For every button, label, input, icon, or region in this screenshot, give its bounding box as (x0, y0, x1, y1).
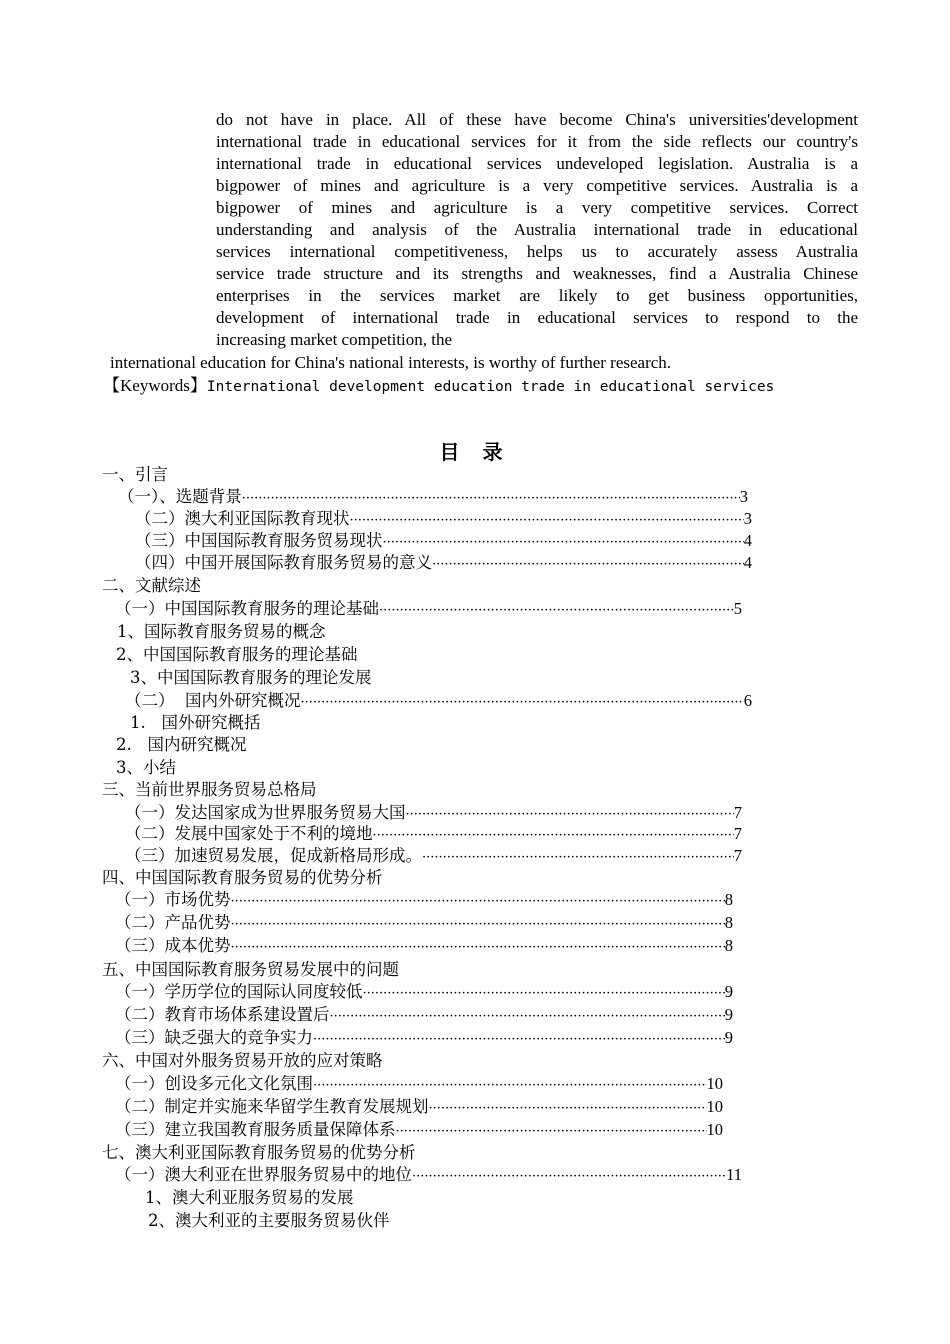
toc-dot-leader (429, 1098, 707, 1120)
abstract-line: bigpower of mines and agriculture is a very competitive services. Australia is a (216, 176, 858, 195)
toc-dot-leader (412, 1166, 726, 1188)
toc-entry[interactable] (115, 912, 733, 936)
toc-entry[interactable] (116, 734, 246, 756)
toc-entry-label: 2、澳大利亚的主要服务贸易伙伴 (148, 1211, 390, 1230)
toc-entry-label: （三）建立我国教育服务质量保障体系 (115, 1120, 396, 1139)
toc-entry-label: （二）发展中国家处于不利的境地 (125, 824, 373, 843)
toc-page-number: 3 (743, 509, 752, 528)
toc-page-number: 4 (743, 531, 752, 550)
toc-entry[interactable] (102, 575, 201, 597)
toc-entry[interactable] (115, 1096, 723, 1120)
abstract-line: development of international trade in educational services to respond to the (216, 308, 858, 327)
toc-entry-label: 1. 国外研究概括 (130, 713, 261, 732)
toc-entry[interactable] (115, 1027, 733, 1051)
toc-entry-label: 3、小结 (116, 758, 176, 777)
toc-entry-label: （一）、选题背景 (118, 487, 242, 506)
abstract-line: do not have in place. All of these have become China's universities'development (216, 110, 858, 129)
toc-entry[interactable] (115, 598, 742, 622)
toc-entry-label: （一）市场优势 (115, 890, 231, 909)
toc-page-number: 10 (706, 1074, 723, 1093)
toc-page-number: 10 (706, 1120, 723, 1139)
toc-dot-leader (422, 847, 734, 869)
toc-entry[interactable] (115, 1164, 742, 1188)
toc-entry[interactable] (135, 508, 752, 532)
toc-page-number: 8 (724, 913, 733, 932)
toc-entry-label: 2、中国国际教育服务的理论基础 (116, 645, 358, 664)
keywords-label: 【Keywords】 (103, 376, 207, 395)
toc-entry[interactable] (116, 757, 176, 779)
toc-entry-label: （四）中国开展国际教育服务贸易的意义 (135, 553, 432, 572)
abstract-line: increasing market competition, the (216, 330, 453, 349)
toc-entry[interactable] (115, 889, 733, 913)
abstract-tail: international education for China's national interests, is worthy of further research. (110, 353, 672, 372)
toc-entry-label: （一）中国国际教育服务的理论基础 (115, 599, 379, 618)
toc-entry[interactable] (145, 1187, 354, 1209)
keywords (103, 375, 774, 398)
toc-dot-leader (242, 488, 740, 510)
toc-entry[interactable] (125, 690, 752, 714)
toc-dot-leader (330, 1006, 725, 1028)
toc-entry[interactable] (115, 1073, 723, 1097)
toc-entry[interactable] (102, 1142, 416, 1164)
toc-entry-label: （三）中国国际教育服务贸易现状 (135, 531, 383, 550)
toc-entry-label: 三、当前世界服务贸易总格局 (102, 780, 317, 799)
toc-entry-label: （一）发达国家成为世界服务贸易大国 (125, 803, 406, 822)
abstract-paragraph (216, 109, 858, 351)
toc-dot-leader (432, 554, 744, 576)
keywords-text: International development education trade in educational services (206, 379, 775, 395)
toc-entry-label: 1、国际教育服务贸易的概念 (117, 622, 326, 641)
abstract-line: services international competitiveness, helps us to accurately assess Australia (216, 242, 858, 261)
toc-page-number: 7 (733, 803, 742, 822)
toc-entry[interactable] (102, 959, 399, 981)
toc-entry[interactable] (115, 1004, 733, 1028)
abstract-line: service trade structure and its strengths and weaknesses, find a Australia Chinese (216, 264, 858, 283)
toc-dot-leader (373, 825, 734, 847)
toc-entry-label: 五、中国国际教育服务贸易发展中的问题 (102, 960, 399, 979)
toc-entry-label: （二）产品优势 (115, 913, 231, 932)
toc-entry[interactable] (125, 845, 742, 869)
toc-entry-label: 3、中国国际教育服务的理论发展 (130, 668, 372, 687)
abstract-line: understanding and analysis of the Australia international trade in educational (216, 220, 858, 239)
toc-entry-label: 七、澳大利亚国际教育服务贸易的优势分析 (102, 1143, 416, 1162)
abstract-line: bigpower of mines and agriculture is a very competitive services. Correct (216, 198, 858, 217)
toc-page-number: 9 (724, 982, 733, 1001)
toc-entry[interactable] (102, 867, 383, 889)
toc-title: 目 录 (439, 440, 511, 464)
toc-entry-label: （三）加速贸易发展，促成新格局形成。 (125, 846, 422, 865)
toc-page-number: 7 (733, 824, 742, 843)
toc-entry[interactable] (115, 935, 733, 959)
toc-dot-leader (396, 1121, 707, 1143)
toc-entry[interactable] (130, 712, 260, 734)
abstract-line: enterprises in the services market are likely to get business opportunities, (216, 286, 858, 305)
toc-entry-label: 2. 国内研究概况 (116, 735, 247, 754)
toc-entry-label: （二）制定并实施来华留学生教育发展规划 (115, 1097, 429, 1116)
toc-entry[interactable] (125, 823, 742, 847)
toc-entry[interactable] (102, 779, 317, 801)
toc-entry[interactable] (117, 621, 326, 643)
toc-dot-leader (363, 983, 725, 1005)
toc-page-number: 9 (724, 1005, 733, 1024)
toc-dot-leader (301, 692, 744, 714)
toc-entry-label: 六、中国对外服务贸易开放的应对策略 (102, 1051, 383, 1070)
toc-page-number: 11 (726, 1165, 742, 1184)
toc-page-number: 8 (724, 890, 733, 909)
toc-entry[interactable] (102, 1050, 383, 1072)
toc-entry-label: （一）创设多元化文化氛围 (115, 1074, 313, 1093)
toc-page-number: 9 (724, 1028, 733, 1047)
abstract-line: international trade in educational services for it from the side reflects our country's (216, 132, 858, 151)
toc-dot-leader (350, 510, 744, 532)
toc-page-number: 6 (743, 691, 752, 710)
toc-page-number: 7 (733, 846, 742, 865)
toc-entry[interactable] (115, 981, 733, 1005)
toc-entry[interactable] (116, 644, 358, 666)
toc-entry-label: 二、文献综述 (102, 576, 201, 595)
toc-entry-label: 1、澳大利亚服务贸易的发展 (145, 1188, 354, 1207)
toc-entry-label: （三）成本优势 (115, 936, 231, 955)
toc-entry[interactable] (148, 1210, 390, 1232)
toc-entry-label: （一）学历学位的国际认同度较低 (115, 982, 363, 1001)
toc-entry-label: （一）澳大利亚在世界服务贸易中的地位 (115, 1165, 412, 1184)
toc-entry[interactable] (135, 552, 752, 576)
toc-entry[interactable] (115, 1119, 723, 1143)
toc-dot-leader (313, 1075, 707, 1097)
toc-dot-leader (231, 914, 725, 936)
toc-entry[interactable] (130, 667, 372, 689)
toc-dot-leader (383, 532, 744, 554)
toc-page-number: 8 (724, 936, 733, 955)
toc-entry-label: （三）缺乏强大的竞争实力 (115, 1028, 313, 1047)
toc-page-number: 5 (733, 599, 742, 618)
toc-dot-leader (379, 600, 734, 622)
toc-dot-leader (231, 937, 725, 959)
abstract-line: international trade in educational services undeveloped legislation. Australia is a (216, 154, 858, 173)
toc-entry-label: （二） 国内外研究概况 (125, 691, 301, 710)
toc-page-number: 10 (706, 1097, 723, 1116)
toc-entry-label: 一、引言 (102, 465, 168, 484)
toc-entry-label: 四、中国国际教育服务贸易的优势分析 (102, 868, 383, 887)
toc-page-number: 4 (743, 553, 752, 572)
toc-entry-label: （二）澳大利亚国际教育现状 (135, 509, 350, 528)
toc-dot-leader (313, 1029, 725, 1051)
toc-dot-leader (231, 891, 725, 913)
toc-entry-label: （二）教育市场体系建设置后 (115, 1005, 330, 1024)
toc-entry[interactable] (102, 464, 168, 486)
toc-page-number: 3 (739, 487, 748, 506)
toc-entry[interactable] (118, 486, 748, 510)
toc-entry[interactable] (135, 530, 752, 554)
